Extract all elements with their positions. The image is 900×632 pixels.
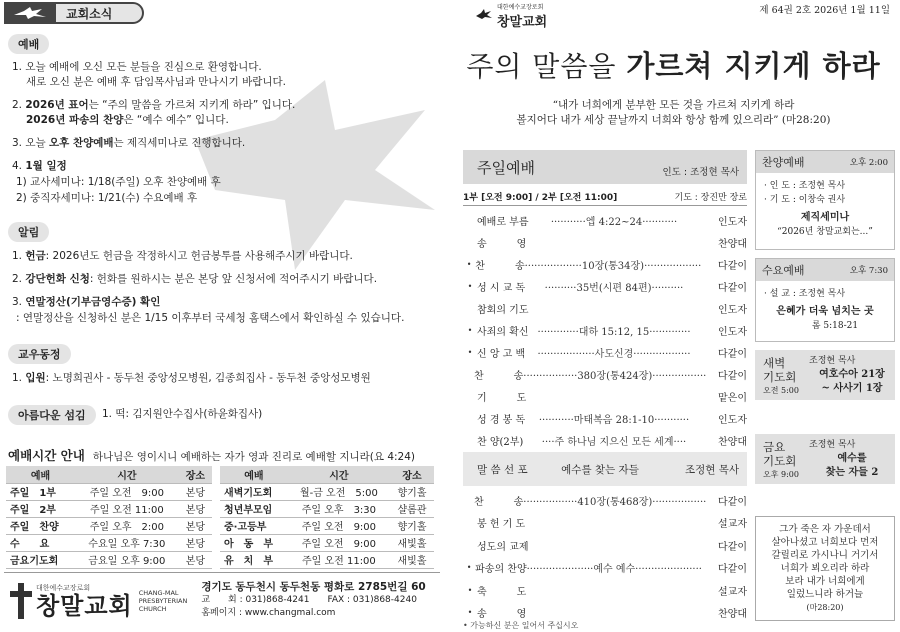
order-person: 인도자 bbox=[718, 304, 747, 316]
order-name: 참회의 기도 bbox=[477, 304, 529, 316]
order-person: 다같이 bbox=[718, 260, 747, 272]
order-mid: ···········마태복음 28:1-10··········· bbox=[538, 414, 690, 426]
order-name: 찬 송 bbox=[473, 370, 524, 382]
church-address: 경기도 동두천시 동두천동 평화로 2785번길 60 bbox=[201, 581, 426, 593]
members-item-1: 1. 입원: 노명희권사 - 동두천 중앙성모병원, 김종희집사 - 동두천 중앙성모병원 bbox=[12, 372, 371, 384]
order-name: 송 영 bbox=[477, 238, 527, 250]
order-row bbox=[463, 560, 747, 576]
order-mid: ·················410장(통468장)················· bbox=[523, 496, 707, 508]
wednesday-worship-box: 수요예배 오후 7:30 · 설 교 : 조정현 목사 은혜가 더욱 넘치는 곳 롬 5:18-21 bbox=[755, 258, 895, 342]
schedule-title: 예배시간 안내 하나님은 영이시니 예배하는 자가 영과 진리로 예배할 지니라(요 4:24) bbox=[8, 448, 416, 463]
notice-item-3b: : 연말정산을 신청하신 분은 1/15 이후부터 국세청 홈택스에서 확인하실 수 있습니다. bbox=[16, 312, 405, 324]
order-mid: ··················10장(통34장)·················· bbox=[524, 260, 702, 272]
church-news-header bbox=[4, 2, 144, 24]
order-row bbox=[463, 300, 747, 316]
schedule-table-left: 예배 시간 장소 주일 1부 주일 오전 9:00 본당 주일 2부 주일 오전 11:00 본당 주일 찬양 주일 오후 2:00 본당 수 요 수요일 오후 7:30 본당 금요기도회 금요일 오후 9:00 본당 bbox=[6, 466, 212, 569]
order-row bbox=[463, 582, 747, 598]
worship-item-2b: 2026년 파송의 찬양은 “예수 예수” 입니다. bbox=[26, 114, 229, 126]
sunday-worship-subheader: 1부 [오전 9:00] / 2부 [오전 11:00] 기도 : 장진만 장로 bbox=[463, 190, 747, 206]
order-name: 봉 헌 기 도 bbox=[477, 519, 526, 530]
order-name: 찬 양(2부) bbox=[477, 436, 524, 448]
table-row: 청년부모임 주일 오후 3:30 샬롬관 bbox=[220, 500, 434, 517]
order-mid: ··················사도신경·················· bbox=[537, 348, 691, 360]
worship-item-4-2: 2) 중직자세미나: 1/21(수) 수요예배 후 bbox=[16, 192, 198, 204]
worship-item-1: 1. 오늘 예배에 오신 모든 분들을 진심으로 환영합니다. bbox=[12, 61, 262, 73]
order-row bbox=[463, 234, 747, 250]
notice-item-3: 3. 연말정산(기부금영수증) 확인 bbox=[12, 296, 161, 308]
dawn-prayer-box: 새벽 기도회 오전 5:00 조정현 목사 여호수아 21장 ~ 사사기 1장 bbox=[755, 350, 895, 400]
order-person: 다같이 bbox=[718, 541, 747, 553]
table-row: 금요기도회 금요일 오후 9:00 본당 bbox=[6, 551, 212, 568]
table-row: 수 요 수요일 오후 7:30 본당 bbox=[6, 534, 212, 551]
table-row: 주일 1부 주일 오전 9:00 본당 bbox=[6, 483, 212, 500]
order-row bbox=[463, 410, 747, 426]
notice-item-2: 2. 강단헌화 신청: 헌화를 원하시는 분은 본당 앞 신청서에 적어주시기 바랍니다. bbox=[12, 273, 378, 285]
motto-verse: “내가 너희에게 분부한 모든 것을 가르쳐 지키게 하라 볼지어다 내가 세상 끝날까지 너희와 항상 함께 있으리라” (마28:20) bbox=[516, 99, 831, 126]
order-mid: ·····················예수 예수····················· bbox=[526, 564, 702, 575]
order-bullet: • bbox=[467, 325, 473, 335]
order-bullet: • bbox=[467, 608, 473, 617]
worship-item-3: 3. 오늘 오후 찬양예배는 제직세미나로 진행합니다. bbox=[12, 137, 246, 149]
order-name: 송 영 bbox=[477, 609, 527, 620]
order-row bbox=[463, 492, 747, 508]
bulletin-cover-page bbox=[447, 0, 900, 632]
order-person: 다같이 bbox=[718, 496, 747, 508]
order-person: 인도자 bbox=[718, 216, 747, 228]
table-row: 중·고등부 주일 오전 9:00 향기홀 bbox=[220, 517, 434, 534]
order-bullet: • bbox=[467, 585, 473, 595]
order-person: 다같이 bbox=[718, 564, 747, 575]
church-logo: 대한예수교장로회 창말교회 bbox=[36, 583, 133, 620]
order-person: 찬양대 bbox=[718, 609, 747, 620]
order-row bbox=[463, 256, 747, 272]
order-row bbox=[463, 366, 747, 382]
dove-icon bbox=[475, 8, 493, 24]
church-footer bbox=[4, 572, 440, 628]
church-website: 홈페이지 : www.changmal.com bbox=[201, 608, 336, 618]
order-row bbox=[463, 212, 747, 228]
order-name: 사죄의 확신 bbox=[477, 326, 529, 338]
table-row: 유 치 부 주일 오전 11:00 새빛홀 bbox=[220, 551, 434, 568]
sunday-worship-header: 주일예배 인도 : 조정현 목사 bbox=[463, 150, 747, 184]
order-person: 설교자 bbox=[718, 586, 747, 598]
issue-info: 제 64권 2호 2026년 1월 11일 bbox=[759, 5, 890, 16]
order-person: 맡은이 bbox=[718, 392, 747, 404]
church-logo-english: CHANG-MAL PRESBYTERIAN CHURCH bbox=[138, 588, 188, 613]
order-person: 다같이 bbox=[718, 370, 747, 382]
order-person: 다같이 bbox=[718, 348, 747, 360]
dove-icon bbox=[4, 2, 56, 24]
order-person: 찬양대 bbox=[718, 436, 747, 448]
church-news-title: 교회소식 bbox=[56, 4, 142, 22]
notice-item-1: 1. 헌금: 2026년도 헌금을 작정하시고 헌금봉투를 사용해주시기 바랍니다. bbox=[12, 250, 353, 262]
order-person: 찬양대 bbox=[718, 238, 747, 250]
order-row bbox=[463, 388, 747, 404]
order-mid: ·············대하 15:12, 15············· bbox=[537, 326, 691, 338]
order-bullet: • bbox=[467, 347, 473, 357]
notice-section-label: 알림 bbox=[8, 222, 49, 242]
church-news-page bbox=[0, 0, 440, 632]
order-person: 다같이 bbox=[718, 282, 747, 294]
worship-item-1b: 새로 오신 분은 예배 후 담임목사님과 만나시기 바랍니다. bbox=[26, 76, 286, 88]
sunday-worship-order bbox=[463, 150, 747, 620]
table-row: 아 동 부 주일 오전 9:00 새빛홀 bbox=[220, 534, 434, 551]
cross-logo-icon bbox=[10, 583, 32, 619]
order-person: 설교자 bbox=[718, 519, 747, 530]
worship-item-4: 4. 1월 일정 bbox=[12, 160, 67, 172]
scripture-quote: 그가 죽은 자 가운데서 살아나셨고 너희보다 먼저 갈릴리로 가시나니 거기서 너희가 뵈오리라 하라 보라 내가 너희에게 일렀느니라 하거늘 (마28:20) bbox=[755, 516, 895, 621]
worship-item-2: 2. 2026년 표어는 “주의 말씀을 가르쳐 지키게 하라” 입니다. bbox=[12, 99, 296, 111]
order-bullet: • bbox=[466, 563, 472, 572]
members-section-label: 교우동정 bbox=[8, 344, 71, 364]
order-name: 성 경 봉 독 bbox=[477, 414, 526, 426]
order-row bbox=[463, 278, 747, 294]
worship-item-4-1: 1) 교사세미나: 1/18(주일) 오후 찬양예배 후 bbox=[16, 176, 221, 188]
order-name: 성 시 교 독 bbox=[477, 282, 526, 294]
order-mid: ··········35번(시편 84편)·········· bbox=[544, 282, 684, 294]
order-row bbox=[463, 537, 747, 553]
service-section-label: 아름다운 섬김 bbox=[8, 405, 96, 425]
order-person: 인도자 bbox=[718, 414, 747, 426]
order-row bbox=[463, 432, 747, 448]
order-row bbox=[463, 515, 747, 531]
schedule-verse: 하나님은 영이시니 예배하는 자가 영과 진리로 예배할 지니라(요 4:24) bbox=[92, 451, 416, 463]
table-row: 주일 2부 주일 오전 11:00 본당 bbox=[6, 500, 212, 517]
order-mid: ···········엡 4:22~24··········· bbox=[550, 216, 678, 228]
order-row bbox=[463, 322, 747, 338]
order-name: 파송의 찬양 bbox=[475, 564, 527, 575]
worship-section-label: 예배 bbox=[8, 34, 49, 54]
order-name: 신 앙 고 백 bbox=[477, 348, 526, 360]
order-bullet: • bbox=[466, 259, 472, 269]
order-name: 기 도 bbox=[477, 392, 527, 404]
service-item: 1. 떡: 김지원안수집사(하윤화집사) bbox=[102, 408, 263, 420]
standing-note: • 가능하신 분은 일어서 주십시오 bbox=[463, 621, 579, 630]
order-name: 축 도 bbox=[477, 586, 527, 598]
order-row bbox=[463, 605, 747, 621]
order-bullet: • bbox=[467, 281, 473, 291]
table-row: 새벽기도회 월-금 오전 5:00 향기홀 bbox=[220, 483, 434, 500]
praise-worship-box: 찬양예배 오후 2:00 · 인 도 : 조정현 목사 · 기 도 : 이창숙 권사 제직세미나 “2026년 창말교회는...” bbox=[755, 150, 895, 250]
order-mid: ····주 하나님 지으신 모든 세계···· bbox=[541, 436, 687, 448]
sermon-row: 말 씀 선 포 예수를 찾는 자들 조정현 목사 bbox=[463, 452, 747, 486]
order-person: 인도자 bbox=[718, 326, 747, 338]
order-name: 예배로 부름 bbox=[477, 216, 529, 228]
bulletin-brand: 대한예수교장로회 창말교회 bbox=[475, 2, 547, 30]
schedule-table-right: 예배 시간 장소 새벽기도회 월-금 오전 5:00 향기홀 청년부모임 주일 오후 3:30 샬롬관 중·고등부 주일 오전 9:00 향기홀 아 동 부 주일 오전 9:00 새빛홀 유 치 부 주일 오전 11:00 새빛홀 bbox=[220, 466, 434, 569]
order-name: 성도의 교제 bbox=[477, 541, 529, 553]
order-mid: ·················380장(통424장)················· bbox=[523, 370, 707, 382]
order-name: 찬 송 bbox=[475, 260, 525, 272]
order-name: 찬 송 bbox=[473, 496, 524, 508]
church-phone: 교 회 : 031)868-4241 FAX : 031)868-4240 bbox=[201, 595, 417, 605]
church-contact bbox=[201, 581, 425, 620]
table-row: 주일 찬양 주일 오후 2:00 본당 bbox=[6, 517, 212, 534]
friday-prayer-box: 금요 기도회 오후 9:00 조정현 목사 예수를 찾는 자들 2 bbox=[755, 434, 895, 484]
order-row bbox=[463, 344, 747, 360]
annual-motto: 주의 말씀을 가르쳐 지키게 하라 bbox=[466, 49, 881, 83]
